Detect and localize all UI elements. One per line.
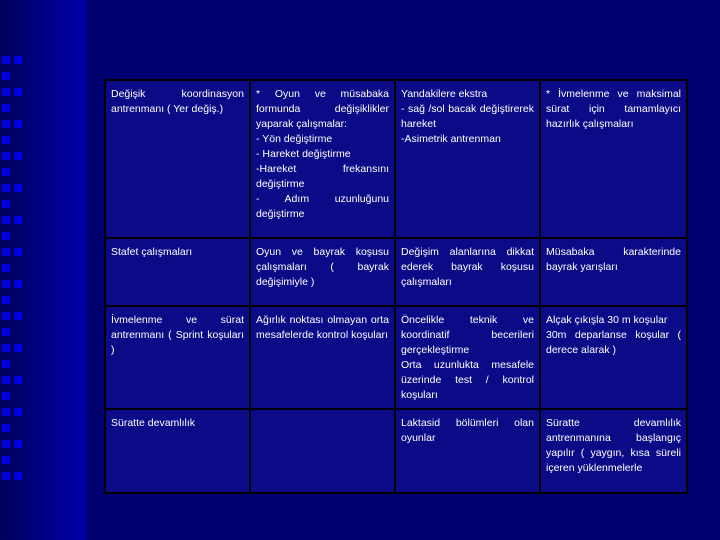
table-cell <box>250 409 395 493</box>
decorative-square <box>14 344 22 352</box>
cell-text: Değişik koordinasyon antrenmanı ( Yer değiş.) <box>111 88 244 115</box>
decorative-square <box>14 88 22 96</box>
decorative-square <box>2 376 10 384</box>
decorative-square <box>2 312 10 320</box>
table-row <box>105 306 687 409</box>
cell-text: * İvmelenme ve maksimal sürat için tamamlayıcı hazırlık çalışmaları <box>546 88 681 130</box>
decorative-square <box>2 168 10 176</box>
decorative-square <box>14 408 22 416</box>
cell-text: Yandakilere ekstra - sağ /sol bacak değiştirerek hareket -Asimetrik antrenman <box>401 88 534 145</box>
cell-text: Stafet çalışmaları <box>111 246 193 258</box>
table-cell <box>540 306 687 409</box>
decorative-square <box>2 392 10 400</box>
decorative-square <box>2 280 10 288</box>
decorative-square <box>2 328 10 336</box>
cell-text: İvmelenme ve sürat antrenmanı ( Sprint koşuları ) <box>111 314 244 356</box>
cell-text: Ağırlık noktası olmayan orta mesafelerde kontrol koşuları <box>256 314 389 341</box>
cell-text: * Oyun ve müsabaka formunda değişiklikler yaparak çalışmalar: - Yön değiştirme - Hareket değiştirme -Hareket frekansını değiştirme - Adım uzunluğunu değiştirme <box>256 88 389 220</box>
decorative-square <box>2 440 10 448</box>
decorative-squares <box>2 56 24 496</box>
decorative-square <box>2 248 10 256</box>
decorative-square <box>2 360 10 368</box>
decorative-square <box>14 248 22 256</box>
table-cell <box>540 409 687 493</box>
table-cell <box>540 238 687 306</box>
table-cell <box>250 306 395 409</box>
table-cell <box>105 409 250 493</box>
cell-text: Süratte devamlılık <box>111 417 196 429</box>
decorative-square <box>2 296 10 304</box>
cell-text: Laktasid bölümleri olan oyunlar <box>401 417 534 444</box>
decorative-square <box>2 264 10 272</box>
table-cell <box>105 238 250 306</box>
decorative-square <box>2 200 10 208</box>
decorative-square <box>2 408 10 416</box>
decorative-square <box>2 232 10 240</box>
decorative-square <box>14 152 22 160</box>
decorative-square <box>2 152 10 160</box>
cell-text: Müsabaka karakterinde bayrak yarışları <box>546 246 681 273</box>
decorative-square <box>2 216 10 224</box>
table-row <box>105 80 687 238</box>
table-cell <box>250 238 395 306</box>
table-cell <box>105 80 250 238</box>
table-cell <box>105 306 250 409</box>
decorative-square <box>2 472 10 480</box>
table-cell <box>395 80 540 238</box>
decorative-square <box>14 216 22 224</box>
cell-text: Değişim alanlarına dikkat ederek bayrak koşusu çalışmaları <box>401 246 534 288</box>
table-row <box>105 238 687 306</box>
cell-text: Oyun ve bayrak koşusu çalışmaları ( bayrak değişimiyle ) <box>256 246 389 288</box>
training-table <box>104 79 688 494</box>
decorative-square <box>14 56 22 64</box>
decorative-square <box>2 136 10 144</box>
decorative-square <box>2 344 10 352</box>
decorative-square <box>2 424 10 432</box>
table-cell <box>395 238 540 306</box>
cell-text: Alçak çıkışla 30 m koşular 30m deparlanse koşular ( derece alarak ) <box>546 314 681 356</box>
decorative-square <box>14 312 22 320</box>
decorative-square <box>2 456 10 464</box>
decorative-square <box>2 184 10 192</box>
table-row <box>105 409 687 493</box>
decorative-square <box>2 88 10 96</box>
decorative-square <box>14 184 22 192</box>
decorative-square <box>14 440 22 448</box>
decorative-square <box>2 72 10 80</box>
decorative-square <box>14 472 22 480</box>
decorative-square <box>2 56 10 64</box>
decorative-square <box>14 376 22 384</box>
cell-text: Süratte devamlılık antrenmanına başlangıç yapılır ( yaygın, kısa süreli içeren yüklenmelerle <box>546 417 681 474</box>
decorative-square <box>2 120 10 128</box>
cell-text: Öncelikle teknik ve koordinatif becerileri gerçekleştirme Orta uzunlukta mesafele üzerinde test / kontrol koşuları <box>401 314 534 401</box>
table-cell <box>250 80 395 238</box>
decorative-square <box>14 280 22 288</box>
decorative-square <box>14 120 22 128</box>
table-cell <box>395 306 540 409</box>
table-cell <box>540 80 687 238</box>
left-decorative-strip <box>0 0 86 540</box>
decorative-square <box>2 104 10 112</box>
table-cell <box>395 409 540 493</box>
